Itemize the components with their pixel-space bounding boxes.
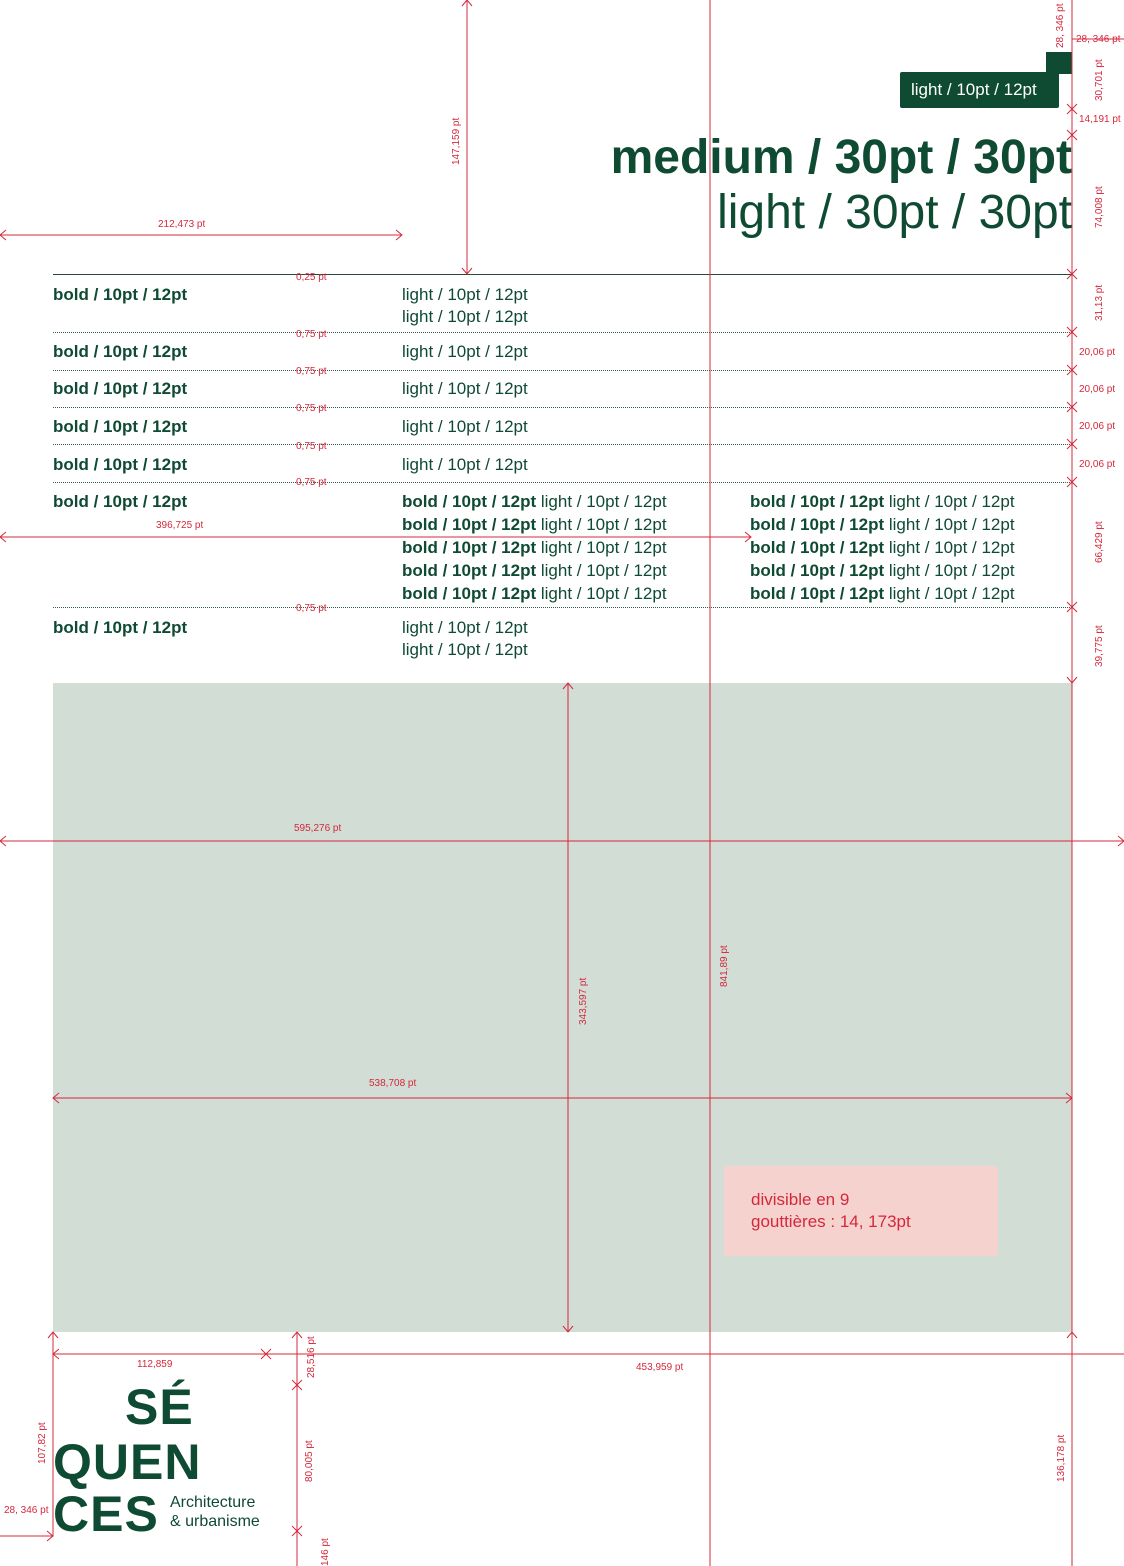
dim-label: 28, 346 pt — [1076, 34, 1121, 45]
row6-bold: bold / 10pt / 12pt — [402, 561, 537, 580]
dim-label: 107,82 pt — [37, 1422, 48, 1464]
dim-label: 453,959 pt — [636, 1362, 684, 1373]
dim-label: 28,516 pt — [306, 1336, 317, 1378]
row6-bold: bold / 10pt / 12pt — [750, 492, 885, 511]
dim-label: 80,005 pt — [304, 1440, 315, 1482]
row7-value: light / 10pt / 12pt — [402, 618, 528, 637]
row2-label: bold / 10pt / 12pt — [53, 342, 188, 361]
dim-label: 28, 346 pt — [1055, 3, 1066, 48]
dim-label: 20,06 pt — [1079, 421, 1116, 432]
row6-bold: bold / 10pt / 12pt — [402, 492, 537, 511]
row6-bold: bold / 10pt / 12pt — [750, 515, 885, 534]
dim-label: 538,708 pt — [369, 1078, 417, 1089]
headline-light: light / 30pt / 30pt — [717, 186, 1072, 239]
logo-line3: CES — [53, 1486, 159, 1542]
row6-light: light / 10pt / 12pt — [540, 538, 667, 557]
row3-label: bold / 10pt / 12pt — [53, 379, 188, 398]
row6-bold: bold / 10pt / 12pt — [750, 584, 885, 603]
row6-light: light / 10pt / 12pt — [540, 515, 667, 534]
dim-label: 147,159 pt — [451, 117, 462, 165]
dim-label: 20,06 pt — [1079, 459, 1116, 470]
row6-bold: bold / 10pt / 12pt — [402, 538, 537, 557]
dim-label: 0,75 pt — [296, 441, 327, 452]
gutter-callout-line2: gouttières : 14, 173pt — [751, 1212, 911, 1231]
dim-label: 212,473 pt — [158, 219, 206, 230]
dim-label: 28, 346 pt — [4, 1505, 49, 1516]
row1-label: bold / 10pt / 12pt — [53, 285, 188, 304]
row6-bold: bold / 10pt / 12pt — [750, 538, 885, 557]
headline-medium: medium / 30pt / 30pt — [610, 131, 1072, 184]
row5-value: light / 10pt / 12pt — [402, 455, 528, 474]
gutter-callout-line1: divisible en 9 — [751, 1190, 850, 1209]
dim-label: 0,75 pt — [296, 603, 327, 614]
row1-value: light / 10pt / 12pt — [402, 285, 528, 304]
dim-label: 136,178 pt — [1056, 1434, 1067, 1482]
row6-light: light / 10pt / 12pt — [540, 561, 667, 580]
row6-bold: bold / 10pt / 12pt — [402, 584, 537, 603]
row4-value: light / 10pt / 12pt — [402, 417, 528, 436]
row6-label: bold / 10pt / 12pt — [53, 492, 188, 511]
row2-value: light / 10pt / 12pt — [402, 342, 528, 361]
dim-label: 0,75 pt — [296, 477, 327, 488]
dim-label: 343,597 pt — [578, 977, 589, 1025]
row6-light: light / 10pt / 12pt — [540, 584, 667, 603]
row6-bold: bold / 10pt / 12pt — [750, 561, 885, 580]
row6-light: light / 10pt / 12pt — [540, 492, 667, 511]
row6-light: light / 10pt / 12pt — [888, 584, 1015, 603]
row1-value: light / 10pt / 12pt — [402, 307, 528, 326]
logo-line1: SÉ — [125, 1379, 194, 1435]
dim-label: 595,276 pt — [294, 823, 342, 834]
dim-label: 14,191 pt — [1079, 114, 1121, 125]
dim-label: 31,13 pt — [1094, 284, 1105, 321]
dim-label: 0,75 pt — [296, 366, 327, 377]
dim-label: 39,775 pt — [1094, 625, 1105, 667]
dim-label: 74,008 pt — [1094, 186, 1105, 228]
dim-label: 0,75 pt — [296, 403, 327, 414]
dim-label: 841,89 pt — [719, 945, 730, 987]
dim-label: 0,75 pt — [296, 329, 327, 340]
dim-label: 20,06 pt — [1079, 347, 1116, 358]
row6-light: light / 10pt / 12pt — [888, 538, 1015, 557]
logo-tagline1: Architecture — [170, 1494, 256, 1511]
dim-label: 112,859 — [137, 1359, 173, 1370]
dim-label: 66,429 pt — [1094, 521, 1105, 563]
row7-label: bold / 10pt / 12pt — [53, 618, 188, 637]
badge-text: light / 10pt / 12pt — [911, 80, 1037, 99]
logo-line2: QUEN — [53, 1434, 202, 1490]
dim-label: 20,06 pt — [1079, 384, 1116, 395]
dim-label: 396,725 pt — [156, 520, 204, 531]
row4-label: bold / 10pt / 12pt — [53, 417, 188, 436]
dim-label: 30,701 pt — [1094, 59, 1105, 101]
dim-label: 146 pt — [320, 1538, 331, 1566]
row7-value: light / 10pt / 12pt — [402, 640, 528, 659]
dim-label: 0,25 pt — [296, 272, 327, 283]
logo-tagline2: & urbanisme — [170, 1513, 260, 1530]
row6-light: light / 10pt / 12pt — [888, 561, 1015, 580]
row5-label: bold / 10pt / 12pt — [53, 455, 188, 474]
row6-light: light / 10pt / 12pt — [888, 515, 1015, 534]
row6-light: light / 10pt / 12pt — [888, 492, 1015, 511]
row6-bold: bold / 10pt / 12pt — [402, 515, 537, 534]
row3-value: light / 10pt / 12pt — [402, 379, 528, 398]
